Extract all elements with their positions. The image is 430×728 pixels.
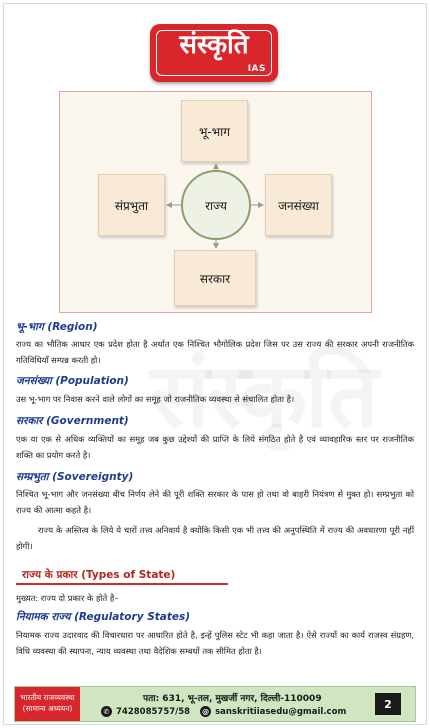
state-elements-diagram [59,91,372,313]
heading-region: भू-भाग (Region) [16,321,98,333]
types-of-state-heading: राज्य के प्रकार (Types of State) [16,567,228,585]
node-state-center: राज्य [181,170,251,240]
para-government: एक या एक से अधिक व्यक्तियों का समूह जब कुछ उद्देश्यों की प्राप्ति के लिये संगठित होते है एवं व्यावहारिक स्तर पर राजनीतिक शक्ति का प्रयोग करते है। [16,434,414,460]
email-icon: @ [202,707,210,716]
node-population: जनसंख्या [265,174,332,236]
heading-population: जनसंख्या (Population) [16,375,129,387]
para-population: उस भू-भाग पर निवास करने वाले लोगों का समूह जो राजनीतिक व्यवस्था से संचालित होता है। [16,394,295,404]
footer-subject-line2: (सामान्य अध्ययन) [22,704,73,713]
node-region: भू-भाग [181,100,248,162]
heading-sovereignty: सम्प्रभुता (Sovereignty) [16,471,134,483]
footer-subject-line1: भारतीय राजव्यवस्था [20,693,75,702]
para-region: राज्य का भौतिक आधार एक प्रदेश होता है अर्थात एक निश्चित भौगोलिक प्रदेश जिस पर उस राज्य की सरकार अपनी राजनीतिक गतिविधियाँ सम्पन्न करती हो। [16,339,414,365]
footer-contact [101,706,346,717]
node-government: सरकार [174,250,256,306]
para-regulatory: नियामक राज्य उदारवाद की विचारधारा पर आधारित होते है, इन्हें पुलिस स्टेट भी कहा जाता है। ऐसे राज्यों का कार्य राजस्व संग्रहण, विधि व्यवस्था की स्थापना, न्याय व्यवस्था तथा वैदेशिक सम्बधों तक सीमित होता है। [16,630,414,656]
node-sovereignty: संप्रभुता [98,174,165,236]
footer-email: sanskritiiasedu@gmail.com [215,706,347,717]
phone-icon: ✆ [101,706,112,717]
para-summary: राज्य के अस्तित्व के लिये ये चारों तत्त्व अनिवार्य है क्योंकि किसी एक भी तत्त्व की अनुपस्थिति में राज्य की अवधारणा पूरी नहीं होगी। [16,525,414,551]
footer-phone: 7428085757/58 [116,706,191,717]
types-intro: मुख्यत: राज्य दो प्रकार के होते है– [16,593,119,603]
heading-government: सरकार (Government) [16,415,129,427]
footer-address: पता: 631, भू-तल, मुखर्जी नगर, दिल्ली-110009 [143,694,322,704]
para-sovereignty: निश्चित भू-भाग और जनसंख्या बीच निर्णय लेने की पूरी शक्ति सरकार के पास हो तथा वो बाहरी नियंत्रण से मुक्त हो। सम्प्रभुता को राज्य की आत्मा कहते है। [16,489,414,515]
sanskriti-logo [150,24,278,82]
heading-regulatory: नियामक राज्य (Regulatory States) [16,611,191,623]
page-number: 2 [375,693,401,715]
footer-subject-label [15,687,80,721]
logo-text: संस्कृति [179,30,249,60]
logo-subtext: IAS [247,64,266,74]
page-footer [14,686,416,722]
